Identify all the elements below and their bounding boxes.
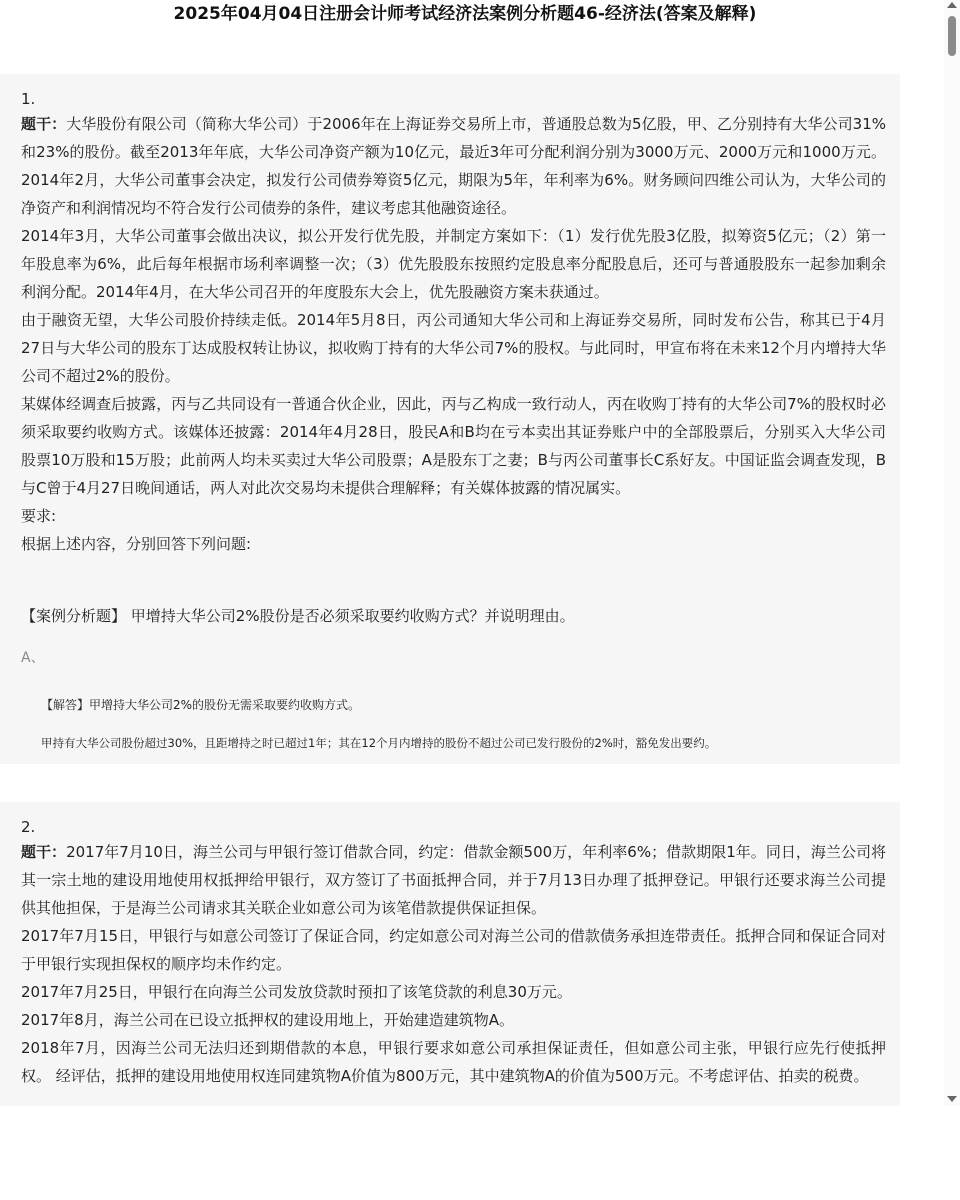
question-number: 1. — [21, 90, 36, 108]
scroll-down-arrow-icon[interactable] — [947, 1096, 957, 1102]
stem-paragraph: 大华股份有限公司（简称大华公司）于2006年在上海证券交易所上市，普通股总数为5亿股，甲、乙分别持有大华公司31%和23%的股份。截至2013年年底，大华公司净资产额为10亿元，最近3年可分配利润分别为3000万元、2000万元和1000万元。2014年2月，大华公司董事会决定，拟发行公司债券筹资5亿元，期限为5年，年利率为6%。财务顾问四维公司认为，大华公司的净资产和利润情况均不符合发行公司债券的条件，建议考虑其他融资途径。 — [21, 115, 886, 217]
page-title: 2025年04月04日注册会计师考试经济法案例分析题46-经济法(答案及解释) — [173, 4, 757, 24]
stem-paragraph: 2017年8月，海兰公司在已设立抵押权的建设用地上，开始建造建筑物A。 — [21, 1011, 514, 1029]
stem-label: 题干： — [21, 115, 67, 133]
question-stem — [21, 110, 886, 222]
stem-paragraph: 由于融资无望，大华公司股价持续走低。2014年5月8日，丙公司通知大华公司和上海证券交易所，同时发布公告，称其已于4月27日与大华公司的股东丁达成股权转让协议，拟收购丁持有的大华公司7%的股权。与此同时，甲宣布将在未来12个月内增持大华公司不超过2%的股份。 — [21, 311, 886, 385]
question-number: 2. — [21, 818, 36, 836]
requirement-label: 要求: — [21, 507, 57, 525]
stem-paragraph: 2017年7月15日，甲银行与如意公司签订了保证合同，约定如意公司对海兰公司的借款债务承担连带责任。抵押合同和保证合同对于甲银行实现担保权的顺序均未作约定。 — [21, 927, 886, 973]
question-stem — [21, 838, 886, 922]
stem-label: 题干： — [21, 843, 67, 861]
scrollbar-thumb[interactable] — [948, 16, 956, 56]
answer-text: 【解答】甲增持大华公司2%的股份无需采取要约收购方式。 — [41, 698, 361, 712]
question-card-1 — [0, 74, 900, 764]
stem-paragraph: 2014年3月，大华公司董事会做出决议，拟公开发行优先股，并制定方案如下：（1）发行优先股3亿股，拟筹资5亿元；（2）第一年股息率为6%，此后每年根据市场利率调整一次；（3）优先股股东按照约定股息率分配股息后，还可与普通股股东一起参加剩余利润分配。2014年4月，在大华公司召开的年度股东大会上，优先股融资方案未获通过。 — [21, 227, 886, 301]
requirement-text: 根据上述内容，分别回答下列问题: — [21, 535, 252, 553]
stem-paragraph: 2018年7月，因海兰公司无法归还到期借款的本息，甲银行要求如意公司承担保证责任，但如意公司主张，甲银行应先行使抵押权。 经评估，抵押的建设用地使用权连同建筑物A价值为800万元，其中建筑物A的价值为500万元。不考虑评估、拍卖的税费。 — [21, 1039, 886, 1085]
option-a[interactable]: A、 — [21, 650, 45, 666]
sub-question: 【案例分析题】 甲增持大华公司2%股份是否必须采取要约收购方式？并说明理由。 — [21, 607, 575, 625]
stem-paragraph: 2017年7月10日，海兰公司与甲银行签订借款合同，约定：借款金额500万，年利率6%；借款期限1年。同日，海兰公司将其一宗土地的建设用地使用权抵押给甲银行，双方签订了书面抵押合同，并于7月13日办理了抵押登记。甲银行还要求海兰公司提供其他担保，于是海兰公司请求其关联企业如意公司为该笔借款提供保证担保。 — [21, 843, 886, 917]
stem-paragraph: 某媒体经调查后披露，丙与乙共同设有一普通合伙企业，因此，丙与乙构成一致行动人，丙在收购丁持有的大华公司7%的股权时必须采取要约收购方式。该媒体还披露：2014年4月28日，股民A和B均在亏本卖出其证券账户中的全部股票后，分别买入大华公司股票10万股和15万股；此前两人均未买卖过大华公司股票；A是股东丁之妻；B与丙公司董事长C系好友。中国证监会调查发现，B与C曾于4月27日晚间通话，两人对此次交易均未提供合理解释；有关媒体披露的情况属实。 — [21, 395, 886, 497]
question-card-2 — [0, 802, 900, 1106]
answer-explanation: 甲持有大华公司股份超过30%，且距增持之时已超过1年；其在12个月内增持的股份不超过公司已发行股份的2%时，豁免发出要约。 — [41, 736, 717, 750]
answer-section — [41, 696, 886, 752]
scroll-up-arrow-icon[interactable] — [947, 2, 957, 8]
stem-paragraph: 2017年7月25日，甲银行在向海兰公司发放贷款时预扣了该笔贷款的利息30万元。 — [21, 983, 572, 1001]
vertical-scrollbar[interactable] — [944, 0, 960, 1106]
